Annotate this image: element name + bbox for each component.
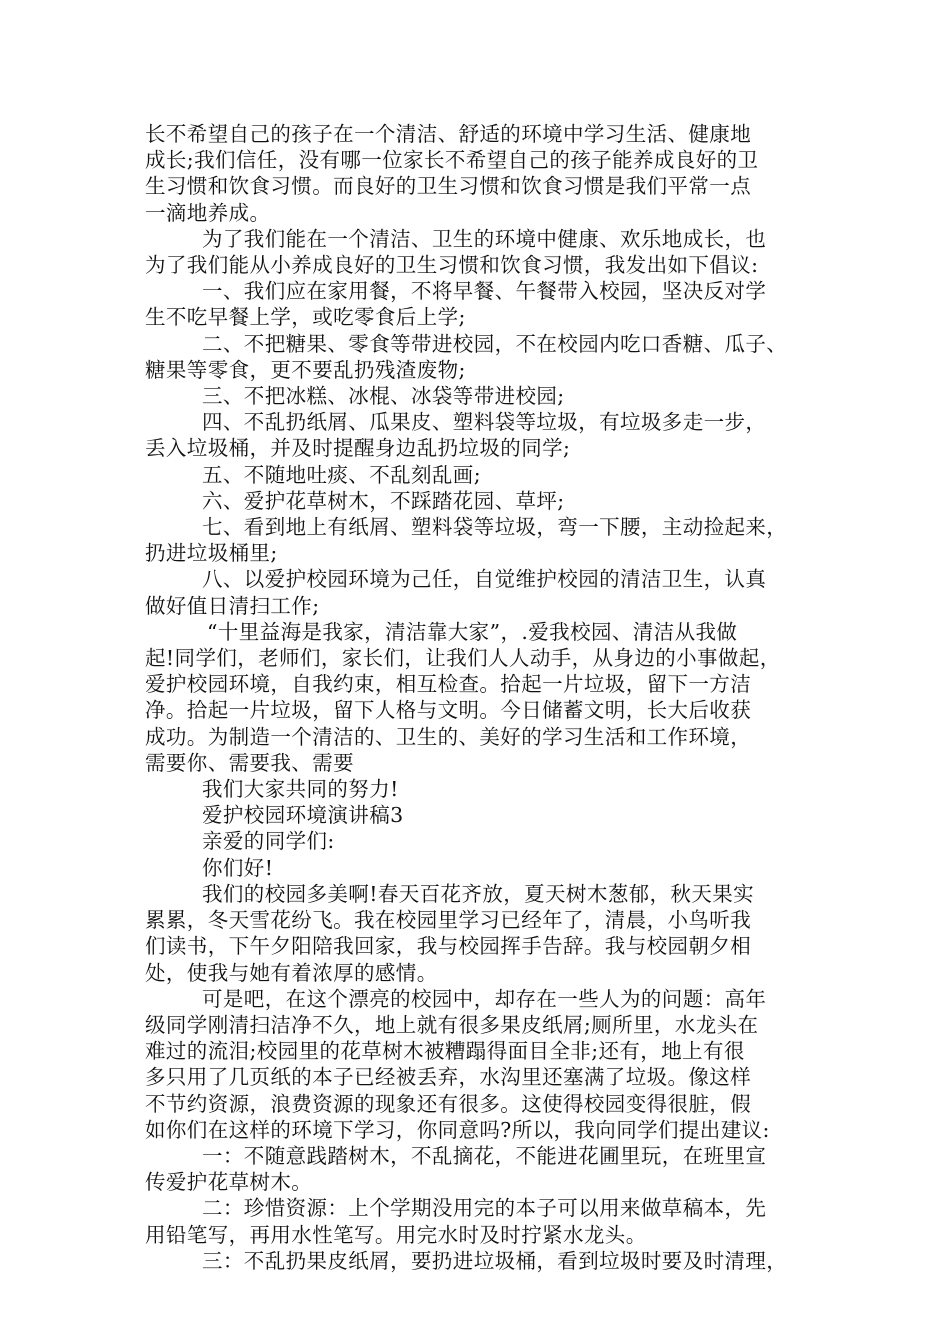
text-line: 生习惯和饮食习惯。而良好的卫生习惯和饮食习惯是我们平常一点: [145, 174, 752, 199]
proposal-item-2: 二、不把糖果、零食等带进校园，不在校园内吃口香糖、瓜子、: [202, 331, 788, 356]
text-line: 累累，冬天雪花纷飞。我在校园里学习已经年了，清晨，小鸟听我: [145, 908, 752, 933]
text-line: 成长;我们信任，没有哪一位家长不希望自己的孩子能养成良好的卫: [145, 148, 759, 173]
text-line: 丢入垃圾桶，并及时提醒身边乱扔垃圾的同学;: [145, 436, 571, 461]
greeting: 你们好!: [202, 855, 274, 880]
text-line: 多只用了几页纸的本子已经被丢弃，水沟里还塞满了垃圾。像这样: [145, 1065, 752, 1090]
text-line: 处，使我与她有着浓厚的感情。: [145, 960, 438, 985]
salutation: 亲爱的同学们:: [202, 829, 335, 854]
text-line: 糖果等零食，更不要乱扔残渣废物;: [145, 357, 466, 382]
text-line: 爱护校园环境，自我约束，相互检查。拾起一片垃圾，留下一方洁: [145, 672, 752, 697]
text-line: 生不吃早餐上学，或吃零食后上学;: [145, 305, 466, 330]
text-line: 需要你、需要我、需要: [145, 750, 354, 775]
proposal-item-8: 八、以爱护校园环境为己任，自觉维护校园的清洁卫生，认真: [202, 567, 767, 592]
proposal-item-7: 七、看到地上有纸屑、塑料袋等垃圾，弯一下腰，主动捡起来，: [202, 515, 788, 540]
text-line: 难过的流泪;校园里的花草树木被糟蹋得面目全非;还有，地上有很: [145, 1039, 745, 1064]
text-line: 长不希望自己的孩子在一个清洁、舒适的环境中学习生活、健康地: [145, 122, 752, 146]
document-body: [145, 121, 820, 1274]
text-line: 级同学刚清扫洁净不久，地上就有很多果皮纸屑;厕所里，水龙头在: [145, 1012, 759, 1037]
text-line: 一滴地养成。: [145, 200, 271, 225]
paragraph-start: 可是吧，在这个漂亮的校园中，却存在一些人为的问题：高年: [202, 986, 767, 1011]
proposal-item-6: 六、爱护花草树木，不踩踏花园、草坪;: [202, 488, 565, 513]
text-line: 如你们在这样的环境下学习，你同意吗?所以，我向同学们提出建议:: [145, 1117, 770, 1142]
suggestion-item-1: 一：不随意践踏树木，不乱摘花，不能进花圃里玩，在班里宣: [202, 1143, 767, 1168]
proposal-item-4: 四、不乱扔纸屑、瓜果皮、塑料袋等垃圾，有垃圾多走一步，: [202, 410, 767, 435]
suggestion-item-2: 二：珍惜资源：上个学期没用完的本子可以用来做草稿本，先: [202, 1196, 767, 1221]
section-title: 爱护校园环境演讲稿3: [202, 803, 404, 828]
proposal-item-5: 五、不随地吐痰、不乱刻乱画;: [202, 462, 482, 487]
text-line: 们读书，下午夕阳陪我回家，我与校园挥手告辞。我与校园朝夕相: [145, 934, 752, 959]
text-line: 为了我们能从小养成良好的卫生习惯和饮食习惯，我发出如下倡议:: [145, 253, 759, 278]
text-line: 净。拾起一片垃圾，留下人格与文明。今日储蓄文明，长大后收获: [145, 698, 752, 723]
paragraph-start: 为了我们能在一个清洁、卫生的环境中健康、欢乐地成长，也: [202, 226, 767, 251]
text-line: 传爱护花草树木。: [145, 1170, 313, 1195]
slogan-paragraph: “十里益海是我家，清洁靠大家”，.爱我校园、清洁从我做: [207, 619, 738, 644]
suggestion-item-3: 三：不乱扔果皮纸屑，要扔进垃圾桶，看到垃圾时要及时清理，: [202, 1248, 788, 1273]
text-line: 成功。为制造一个清洁的、卫生的、美好的学习生活和工作环境，: [145, 724, 752, 749]
paragraph-start: 我们的校园多美啊!春天百花齐放，夏天树木葱郁，秋天果实: [202, 881, 755, 906]
text-line: 不节约资源，浪费资源的现象还有很多。这使得校园变得很脏，假: [145, 1091, 752, 1116]
proposal-item-3: 三、不把冰糕、冰棍、冰袋等带进校园;: [202, 384, 565, 409]
text-line: 我们大家共同的努力!: [202, 777, 399, 802]
text-line: 做好值日清扫工作;: [145, 593, 320, 618]
text-line: 扔进垃圾桶里;: [145, 541, 278, 566]
text-line: 用铅笔写，再用水性笔写。用完水时及时拧紧水龙头。: [145, 1222, 647, 1247]
text-line: 起!同学们，老师们，家长们，让我们人人动手，从身边的小事做起，: [145, 646, 781, 671]
proposal-item-1: 一、我们应在家用餐，不将早餐、午餐带入校园，坚决反对学: [202, 279, 767, 304]
